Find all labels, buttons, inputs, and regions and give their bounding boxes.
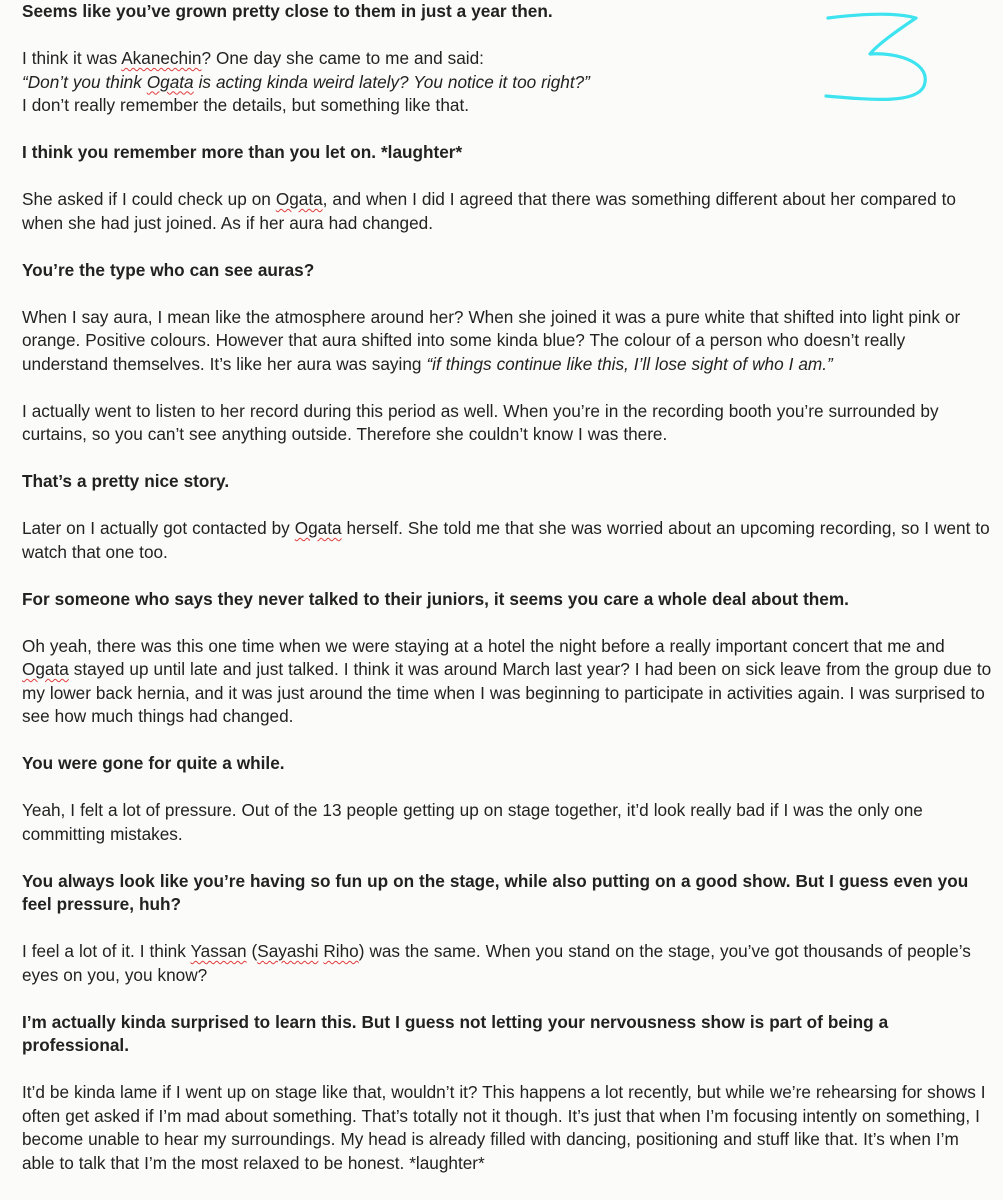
interview-question bbox=[22, 588, 992, 612]
interview-answer bbox=[22, 635, 997, 729]
interview-answer bbox=[22, 188, 992, 235]
misspelled-word: Ogata bbox=[275, 189, 323, 209]
paragraph-gap bbox=[22, 1058, 992, 1082]
text-segment: I don’t really remember the details, but something like that. bbox=[22, 95, 469, 115]
paragraph-gap bbox=[22, 564, 992, 588]
misspelled-word: Ogata bbox=[294, 518, 342, 538]
interview-question bbox=[22, 470, 992, 494]
paragraph-gap bbox=[22, 235, 992, 259]
text-segment: Yeah, I felt a lot of pressure. Out of the 13 people getting up on stage together, it’d look really bad if I was the only one committing mistakes. bbox=[22, 800, 928, 844]
interview-answer bbox=[22, 517, 995, 564]
text-segment: For someone who says they never talked to their juniors, it seems you care a whole deal about them. bbox=[22, 588, 849, 609]
misspelled-word: Akanechin bbox=[121, 48, 202, 68]
misspelled-word: Sayashi bbox=[257, 941, 319, 961]
text-segment: I think it was bbox=[22, 48, 122, 68]
interview-question bbox=[22, 870, 992, 917]
paragraph-gap bbox=[22, 376, 992, 400]
misspelled-word: Ogata bbox=[22, 659, 69, 679]
text-segment: stayed up until late and just talked. I think it was around March last year? I had been on sick leave from the group due to my lower back hernia, and it was just around the time when I was beginning to participate in activities again. I was surprised to see how much things had changed. bbox=[22, 659, 997, 726]
text-segment: You always look like you’re having so fun up on the stage, while also putting on a good show. But I guess even you feel pressure, huh? bbox=[22, 870, 974, 914]
paragraph-gap bbox=[22, 282, 992, 306]
text-segment: Seems like you’ve grown pretty close to them in just a year then. bbox=[22, 1, 553, 21]
paragraph-gap bbox=[22, 729, 992, 753]
paragraph-gap bbox=[22, 917, 992, 941]
handwritten-number-3 bbox=[820, 8, 940, 108]
paragraph-gap bbox=[22, 447, 992, 471]
misspelled-word: Yassan bbox=[190, 941, 247, 961]
text-segment: Oh yeah, there was this one time when we were staying at a hotel the night before a really important concert that me and bbox=[22, 635, 950, 656]
text-segment: herself. She told me that she was worried about an upcoming recording, so I went to watch that one too. bbox=[22, 518, 995, 562]
misspelled-word: Riho bbox=[323, 941, 359, 961]
text-segment: She asked if I could check up on bbox=[22, 189, 276, 209]
paragraph-gap bbox=[22, 611, 992, 635]
interview-question bbox=[22, 259, 992, 283]
text-segment: I think you remember more than you let on. *laughter* bbox=[22, 142, 463, 162]
text-segment: ) was the same. When you stand on the stage, you’ve got thousands of people’s eyes on you, you know? bbox=[22, 941, 976, 985]
text-segment: ( bbox=[246, 941, 258, 961]
paragraph-gap bbox=[22, 987, 992, 1011]
interview-answer bbox=[22, 799, 992, 846]
text-segment: That’s a pretty nice story. bbox=[22, 471, 230, 491]
text-segment: , and when I did I agreed that there was something different about her compared to when she had just joined. As if her aura had changed. bbox=[22, 189, 961, 233]
paragraph-gap bbox=[22, 776, 992, 800]
paragraph-gap bbox=[22, 846, 992, 870]
text-segment: ? One day she came to me and said: bbox=[201, 48, 484, 68]
text-segment: I actually went to listen to her record during this period as well. When you’re in the recording booth you’re surrounded by curtains, so you can’t see anything outside. Therefore she couldn’t know I was there. bbox=[22, 400, 944, 444]
interview-answer bbox=[22, 1081, 992, 1175]
interview-answer bbox=[22, 306, 992, 377]
italic-text: “if things continue like this, I’ll lose sight of who I am.” bbox=[426, 353, 833, 374]
text-segment: You were gone for quite a while. bbox=[22, 753, 285, 773]
text-segment: I’m actually kinda surprised to learn this. But I guess not letting your nervousness show is part of being a professional. bbox=[22, 1011, 894, 1055]
italic-text: is acting kinda weird lately? You notice it too right?” bbox=[193, 71, 590, 92]
interview-question bbox=[22, 1011, 992, 1058]
paragraph-gap bbox=[22, 494, 992, 518]
interview-answer bbox=[22, 400, 992, 447]
text-segment: When I say aura, I mean like the atmosphere around her? When she joined it was a pure white that shifted into light pink or orange. Positive colours. However that aura shifted into some kinda blue? The colour of a person who doesn’t really understand themselves. It’s like her aura was saying bbox=[22, 306, 966, 374]
paragraph-gap bbox=[22, 165, 992, 189]
text-segment: It’d be kinda lame if I went up on stage like that, wouldn’t it? This happens a lot recently, but while we’re rehearsing for shows I often get asked if I’m mad about something. That’s totally not it though. It’s just that when I’m focusing intently on something, I become unable to hear my surroundings. My head is already filled with dancing, positioning and stuff like that. It’s when I’m able to talk that I’m the most relaxed to be honest. *laughter* bbox=[22, 1082, 991, 1173]
italic-text: “Don’t you think bbox=[22, 71, 147, 92]
interview-question bbox=[22, 752, 992, 776]
text-segment: Later on I actually got contacted by bbox=[22, 518, 295, 538]
interview-answer bbox=[22, 940, 992, 987]
interview-document bbox=[22, 0, 997, 1175]
misspelled-word: Ogata bbox=[146, 71, 194, 92]
text-segment: I feel a lot of it. I think bbox=[22, 941, 191, 961]
interview-question bbox=[22, 141, 992, 165]
paragraph-gap bbox=[22, 118, 992, 142]
text-segment: You’re the type who can see auras? bbox=[22, 259, 315, 280]
